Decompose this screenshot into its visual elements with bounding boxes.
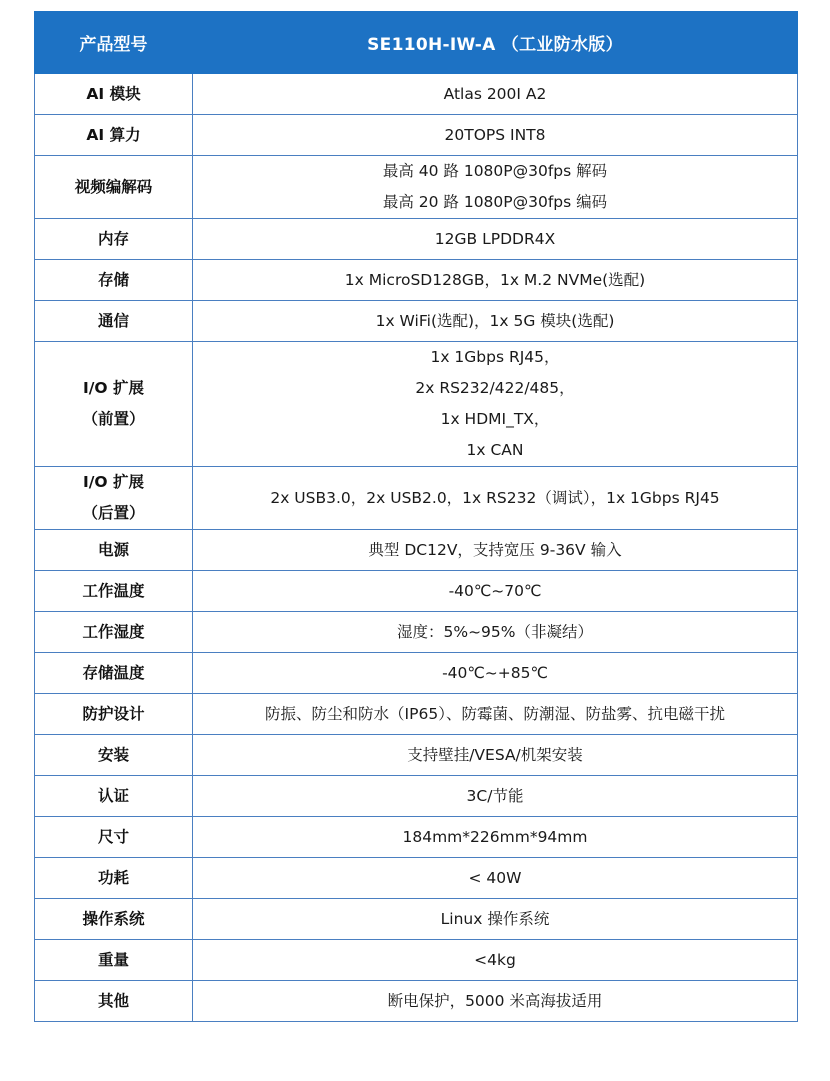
- table-row: [35, 940, 798, 981]
- spec-label-line: 认证: [97, 786, 129, 805]
- spec-label: [35, 612, 193, 653]
- spec-value: [193, 342, 798, 467]
- spec-value: [193, 899, 798, 940]
- spec-value-line: 1x 1Gbps RJ45，: [430, 348, 560, 366]
- spec-label: [35, 817, 193, 858]
- spec-label: [35, 115, 193, 156]
- spec-value: [193, 612, 798, 653]
- header-label: 产品型号: [35, 12, 193, 74]
- spec-label-line: 防护设计: [82, 704, 145, 723]
- table-row: [35, 301, 798, 342]
- spec-label-line: 内存: [97, 229, 129, 248]
- spec-value: [193, 260, 798, 301]
- spec-value-line: 典型 DC12V，支持宽压 9-36V 输入: [368, 540, 622, 559]
- spec-value: [193, 301, 798, 342]
- table-row: [35, 156, 798, 219]
- spec-label: [35, 301, 193, 342]
- spec-label-line: 重量: [97, 950, 129, 969]
- spec-label: [35, 776, 193, 817]
- spec-label: [35, 530, 193, 571]
- spec-label: [35, 694, 193, 735]
- table-row: [35, 981, 798, 1022]
- spec-label-line: 工作湿度: [82, 622, 145, 641]
- header-model: SE110H-IW-A （工业防水版）: [193, 12, 798, 74]
- spec-value: [193, 530, 798, 571]
- spec-label-line: I/O 扩展: [82, 473, 144, 491]
- spec-value: [193, 817, 798, 858]
- spec-label-line: I/O 扩展: [82, 379, 144, 397]
- spec-value-line: 3C/节能: [466, 786, 524, 805]
- spec-value-line: 最高 40 路 1080P@30fps 解码: [382, 162, 608, 180]
- spec-label: [35, 858, 193, 899]
- spec-table: [34, 11, 798, 1022]
- spec-label-line: 安装: [97, 745, 129, 764]
- spec-label: [35, 940, 193, 981]
- table-row: [35, 858, 798, 899]
- spec-value: [193, 981, 798, 1022]
- spec-label: [35, 156, 193, 219]
- spec-value-line: 防振、防尘和防水（IP65）、防霉菌、防潮湿、防盐雾、抗电磁干扰: [265, 704, 725, 723]
- spec-value-line: -40℃~70℃: [448, 581, 542, 600]
- table-row: [35, 735, 798, 776]
- spec-value: [193, 653, 798, 694]
- spec-label-line: 其他: [97, 991, 129, 1010]
- spec-label-line: AI 模块: [86, 84, 141, 103]
- spec-label-line: 电源: [97, 540, 129, 559]
- spec-value-line: 2x USB3.0，2x USB2.0，1x RS232（调试），1x 1Gbps RJ45: [270, 488, 720, 507]
- spec-label-line: 工作温度: [82, 581, 145, 600]
- spec-value: [193, 74, 798, 115]
- spec-value-line: 最高 20 路 1080P@30fps 编码: [382, 193, 608, 211]
- spec-value-line: 湿度：5%~95%（非凝结）: [396, 622, 594, 641]
- spec-value-line: < 40W: [468, 868, 522, 887]
- spec-value: [193, 694, 798, 735]
- spec-value: [193, 156, 798, 219]
- table-row: [35, 530, 798, 571]
- spec-label: [35, 342, 193, 467]
- spec-value: [193, 571, 798, 612]
- spec-value-line: -40℃~+85℃: [442, 663, 548, 682]
- spec-label-line: 存储温度: [82, 663, 145, 682]
- table-row: [35, 260, 798, 301]
- spec-value-line: 1x CAN: [466, 441, 524, 459]
- spec-label-line: 操作系统: [82, 909, 145, 928]
- spec-label: [35, 74, 193, 115]
- spec-value: [193, 776, 798, 817]
- spec-value: [193, 858, 798, 899]
- spec-value-line: <4kg: [474, 950, 516, 969]
- spec-value: [193, 219, 798, 260]
- spec-value-line: 20TOPS INT8: [444, 125, 546, 144]
- spec-value-line: 断电保护，5000 米高海拔适用: [387, 991, 603, 1010]
- spec-label-line: 功耗: [97, 868, 129, 887]
- spec-value-line: 12GB LPDDR4X: [434, 229, 556, 248]
- table-row: [35, 694, 798, 735]
- table-row: [35, 817, 798, 858]
- table-row: [35, 612, 798, 653]
- spec-label: [35, 735, 193, 776]
- table-row: [35, 74, 798, 115]
- table-row: [35, 653, 798, 694]
- spec-label: [35, 653, 193, 694]
- spec-value-line: Linux 操作系统: [440, 909, 550, 928]
- spec-label-line: 存储: [97, 270, 129, 289]
- spec-label: [35, 899, 193, 940]
- spec-value-line: 1x MicroSD128GB，1x M.2 NVMe(选配): [344, 270, 646, 289]
- spec-value-line: 2x RS232/422/485，: [415, 379, 575, 397]
- spec-label: [35, 260, 193, 301]
- spec-label-line: （前置）: [82, 410, 145, 428]
- spec-value: [193, 940, 798, 981]
- spec-value-line: 1x WiFi(选配)，1x 5G 模块(选配): [375, 311, 615, 330]
- spec-label-line: 尺寸: [97, 827, 129, 846]
- spec-label-line: 通信: [97, 311, 129, 330]
- spec-value-line: Atlas 200I A2: [443, 84, 547, 103]
- spec-label: [35, 981, 193, 1022]
- spec-value-line: 支持壁挂/VESA/机架安装: [407, 745, 583, 764]
- spec-value-line: 1x HDMI_TX，: [440, 410, 550, 428]
- header-row: [35, 12, 798, 74]
- spec-value: [193, 115, 798, 156]
- table-row: [35, 571, 798, 612]
- spec-label-line: （后置）: [82, 504, 145, 522]
- table-row: [35, 219, 798, 260]
- spec-label: [35, 467, 193, 530]
- table-row: [35, 467, 798, 530]
- table-row: [35, 776, 798, 817]
- spec-label: [35, 571, 193, 612]
- spec-label-line: 视频编解码: [74, 177, 153, 196]
- spec-label: [35, 219, 193, 260]
- table-row: [35, 342, 798, 467]
- spec-value-line: 184mm*226mm*94mm: [402, 827, 588, 846]
- spec-label-line: AI 算力: [86, 125, 141, 144]
- table-row: [35, 115, 798, 156]
- spec-value: [193, 735, 798, 776]
- spec-value: [193, 467, 798, 530]
- table-row: [35, 899, 798, 940]
